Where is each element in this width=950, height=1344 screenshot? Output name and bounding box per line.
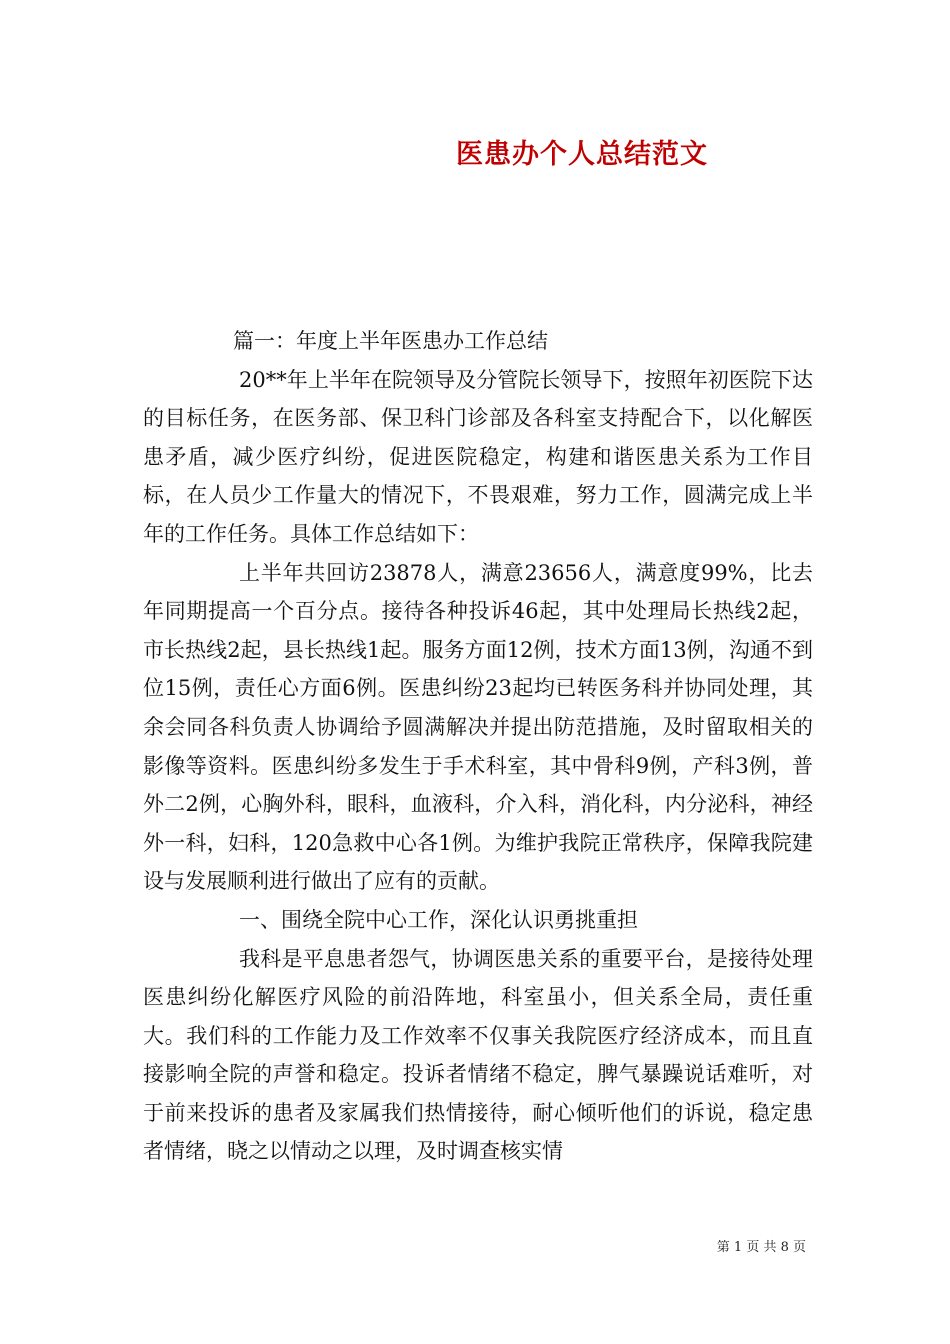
document-title: 医患办个人总结范文 bbox=[456, 139, 708, 170]
subheading: 一、围绕全院中心工作，深化认识勇挑重担 bbox=[239, 907, 638, 932]
paragraph-intro: 20**年上半年在院领导及分管院长领导下，按照年初医院下达的目标任务，在医务部、保卫科门诊部及各科室支持配合下，以化解医患矛盾，减少医疗纠纷，促进医院稳定，构建和谐医患关系为工作目标，在人员少工作量大的情况下，不畏艰难，努力工作，圆满完成上半年的工作任务。具体工作总结如下： bbox=[143, 367, 813, 546]
document-body bbox=[143, 322, 813, 1171]
paragraph-statistics: 上半年共回访23878人，满意23656人，满意度99%，比去年同期提高一个百分点。接待各种投诉46起，其中处理局长热线2起，市长热线2起，县长热线1起。服务方面12例，技术方面13例，沟通不到位15例，责任心方面6例。医患纠纷23起均已转医务科并协同处理，其余会同各科负责人协调给予圆满解决并提出防范措施，及时留取相关的影像等资料。医患纠纷多发生于手术科室，其中骨科9例，产科3例，普外二2例，心胸外科，眼科，血液科，介入科，消化科，内分泌科，神经外一科，妇科，120急救中心各1例。为维护我院正常秩序，保障我院建设与发展顺利进行做出了应有的贡献。 bbox=[143, 560, 813, 894]
section-heading: 篇一：年度上半年医患办工作总结 bbox=[233, 329, 548, 353]
page-number-footer: 第 1 页 共 8 页 bbox=[716, 1240, 806, 1255]
paragraph-department-role: 我科是平息患者怨气，协调医患关系的重要平台，是接待处理医患纠纷化解医疗风险的前沿阵地，科室虽小，但关系全局，责任重大。我们科的工作能力及工作效率不仅事关我院医疗经济成本，而且直接影响全院的声誉和稳定。投诉者情绪不稳定，脾气暴躁说话难听，对于前来投诉的患者及家属我们热情接待，耐心倾听他们的诉说，稳定患者情绪，晓之以情动之以理，及时调查核实情 bbox=[143, 946, 813, 1164]
